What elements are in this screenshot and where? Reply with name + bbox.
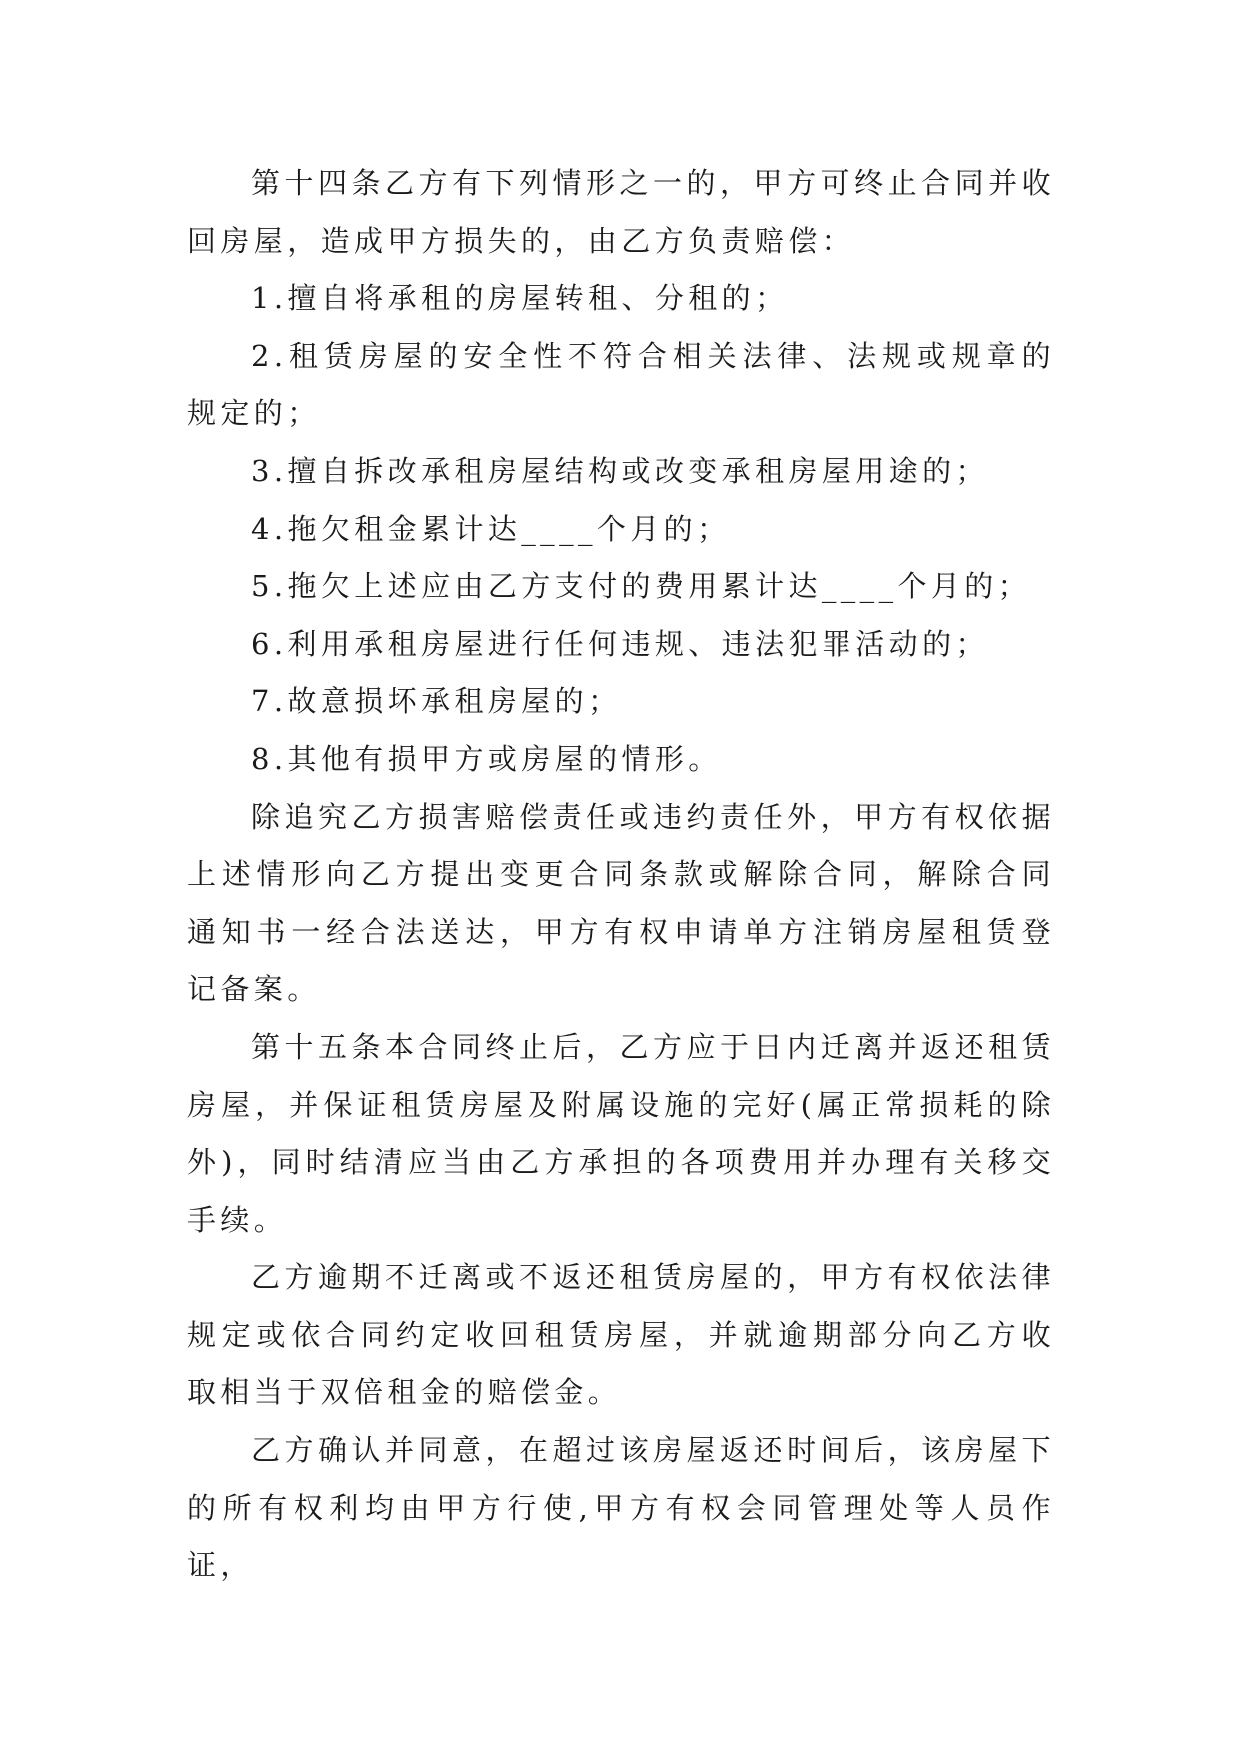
list-item-4: 4.拖欠租金累计达____个月的； bbox=[251, 511, 731, 546]
paragraph-tenant-confirmation: 乙方确认并同意，在超过该房屋返还时间后，该房屋下的所有权利均由甲方行使,甲方有权会同管理处等人员作证， bbox=[187, 1433, 1055, 1583]
paragraph-overdue-return: 乙方逾期不迁离或不返还租赁房屋的，甲方有权依法律规定或依合同约定收回租赁房屋，并就逾期部分向乙方收取相当于双倍租金的赔偿金。 bbox=[187, 1260, 1055, 1410]
list-item-6: 6.利用承租房屋进行任何违规、违法犯罪活动的； bbox=[251, 626, 989, 661]
list-item-1: 1.擅自将承租的房屋转租、分租的； bbox=[251, 281, 789, 316]
paragraph-article-15: 第十五条本合同终止后，乙方应于日内迁离并返还租赁房屋，并保证租赁房屋及附属设施的完好(属正常损耗的除外)，同时结清应当由乙方承担的各项费用并办理有关移交手续。 bbox=[187, 1029, 1055, 1237]
document-body bbox=[187, 155, 1055, 1595]
list-item-7: 7.故意损坏承租房屋的； bbox=[251, 684, 622, 719]
list-item-3: 3.擅自拆改承租房屋结构或改变承租房屋用途的； bbox=[251, 453, 989, 488]
paragraph-article-14: 第十四条乙方有下列情形之一的，甲方可终止合同并收回房屋，造成甲方损失的，由乙方负责赔偿： bbox=[187, 166, 1055, 258]
list-item-8: 8.其他有损甲方或房屋的情形。 bbox=[251, 741, 722, 776]
list-item-5: 5.拖欠上述应由乙方支付的费用累计达____个月的； bbox=[251, 569, 1032, 604]
list-item-2: 2.租赁房屋的安全性不符合相关法律、法规或规章的规定的； bbox=[187, 338, 1055, 431]
paragraph-termination-rights: 除追究乙方损害赔偿责任或违约责任外，甲方有权依据上述情形向乙方提出变更合同条款或解除合同，解除合同通知书一经合法送达，甲方有权申请单方注销房屋租赁登记备案。 bbox=[187, 799, 1055, 1007]
